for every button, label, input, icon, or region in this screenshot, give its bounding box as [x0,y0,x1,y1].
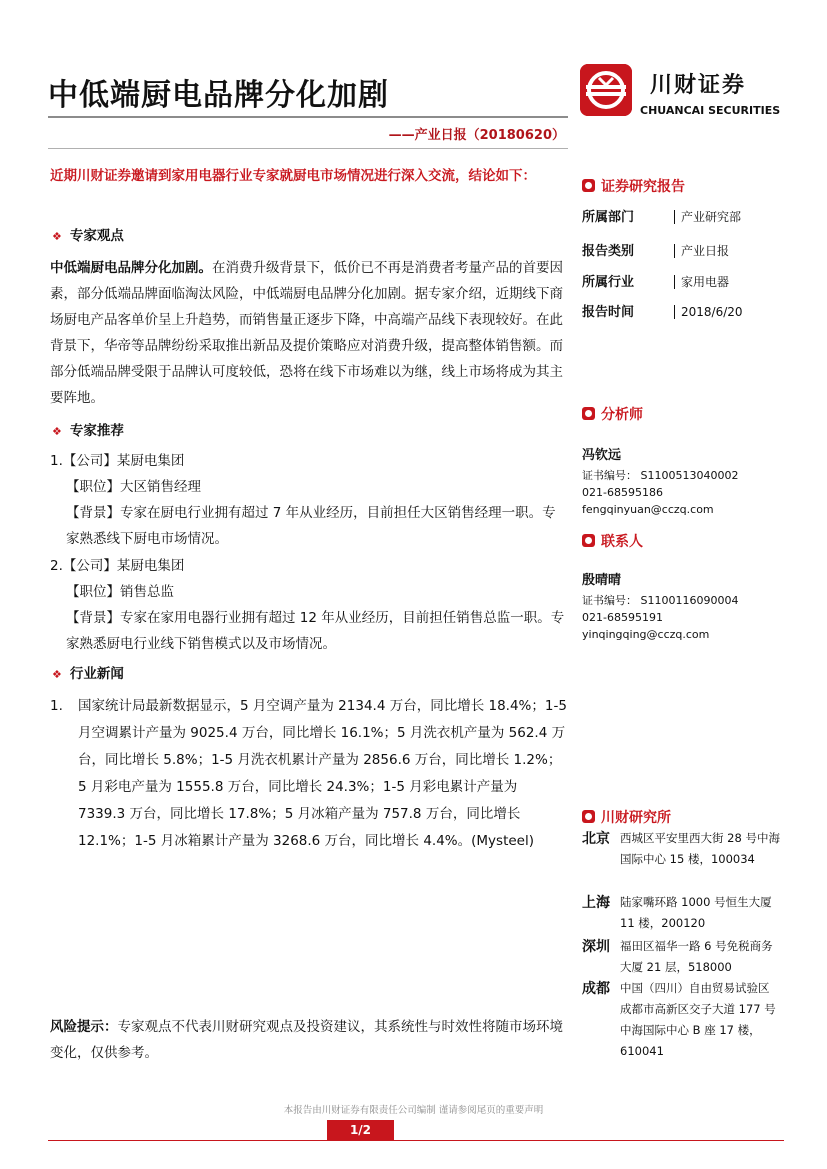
section-marker-icon [582,407,595,420]
location-beijing [582,828,780,870]
location-city: 北京 [582,831,610,847]
section-heading: 行业新闻 [69,666,124,682]
page-number: 1/2 [327,1120,394,1140]
info-row-dept [582,206,741,225]
section-marker-icon [582,179,595,192]
expert-company: 【公司】某厨电集团 [62,558,185,574]
location-shanghai [582,892,780,934]
section-marker-icon [582,534,595,547]
heading-text: 川财研究所 [601,810,671,826]
expert-view-lead: 中低端厨电品牌分化加剧。 [50,260,212,276]
expert-position: 【职位】销售总监 [66,584,174,600]
footer-rule [48,1140,784,1141]
heading-text: 联系人 [601,534,643,550]
expert-view-body: 在消费升级背景下，低价已不再是消费者考量产品的首要因素，部分低端品牌面临淘汰风险，中低端厨电品牌分化加剧。据专家介绍，近期线下商场厨电产品客单价呈上升趋势，而销售量正逐步下降，中高端产品线下表现较好。在此背景下，华帝等品牌纷纷采取推出新品及提价策略应对消费升级，提高整体销售额。而部分低端品牌受限于品牌认可度较低，恐将在线下市场难以为继，线上市场将成为其主要阵地。 [50,260,563,406]
contact-block [582,569,738,643]
expert-background: 【背景】专家在家用电器行业拥有超过 12 年从业经历，目前担任销售总监一职。专家熟悉厨电行业线下销售模式以及市场情况。 [66,610,565,652]
info-value: 家用电器 [674,275,729,289]
analyst-phone: 021-68595186 [582,486,663,499]
info-value: 产业日报 [674,244,729,258]
report-subtitle: ——产业日报（20180620） [388,128,565,143]
diamond-bullet-icon: ❖ [52,425,62,438]
expert-view-paragraph [50,255,568,411]
info-label: 报告时间 [582,305,635,320]
report-title: 中低端厨电品牌分化加剧 [48,78,389,113]
sidebar-contact-heading [582,531,643,551]
sidebar-report-heading [582,176,685,196]
info-row-date [582,301,743,320]
list-number: 1. [50,698,63,714]
contact-name: 殷晴晴 [582,573,622,588]
analyst-block [582,444,738,518]
section-industry-news [52,662,124,682]
location-address: 西城区平安里西大街 28 号中海国际中心 15 楼，100034 [620,831,780,866]
expert-item-2 [50,553,568,657]
list-number: 2. [50,558,63,574]
info-value: 2018/6/20 [674,305,743,319]
chuancai-logo-icon [580,64,632,116]
location-chengdu [582,978,780,1062]
footer-disclaimer: 本报告由川财证券有限责任公司编制 谨请参阅尾页的重要声明 [283,1105,544,1116]
section-heading: 专家推荐 [69,423,124,439]
location-address: 中国（四川）自由贸易试验区成都市高新区交子大道 177 号中海国际中心 B 座 17 楼，610041 [620,981,776,1058]
diamond-bullet-icon: ❖ [52,668,62,681]
news-text: 国家统计局最新数据显示，5 月空调产量为 2134.4 万台，同比增长 18.4%；1-5 月空调累计产量为 9025.4 万台，同比增长 16.1%；5 月洗衣机产量为 562.4 万台，同比增长 5.8%；1-5 月洗衣机累计产量为 2856.6 万台，同比增长 1.2%；5 月彩电产量为 1555.8 万台，同比增长 24.3%；1-5 月彩电累计产量为 7339.3 万台，同比增长 17.8%；5 月冰箱产量为 757.8 万台，同比增长 12.1%；1-5 月冰箱累计产量为 3268.6 万台，同比增长 4.4%。(Mysteel) [78,698,567,849]
section-heading: 专家观点 [69,228,124,244]
location-shenzhen [582,936,780,978]
title-rule [48,116,568,118]
news-item-1 [50,693,568,855]
expert-position: 【职位】大区销售经理 [66,479,201,495]
info-label: 报告类别 [582,244,635,259]
location-address: 福田区福华一路 6 号免税商务大厦 21 层，518000 [620,939,773,974]
list-number: 1. [50,453,63,469]
info-row-category [582,240,729,259]
intro-text: 近期川财证券邀请到家用电器行业专家就厨电市场情况进行深入交流，结论如下： [50,168,536,184]
expert-item-1 [50,448,568,552]
section-expert-view [52,224,124,244]
section-marker-icon [582,810,595,823]
analyst-name: 冯钦远 [582,448,622,463]
sidebar-institute-heading [582,807,671,827]
risk-note [50,1014,568,1066]
risk-text: 专家观点不代表川财研究观点及投资建议，其系统性与时效性将随市场环境变化，仅供参考。 [50,1019,563,1061]
heading-text: 证券研究报告 [601,179,685,195]
expert-background: 【背景】专家在厨电行业拥有超过 7 年从业经历，目前担任大区销售经理一职。专家熟悉线下厨电市场情况。 [66,505,556,547]
diamond-bullet-icon: ❖ [52,230,62,243]
location-city: 成都 [582,981,610,997]
location-city: 上海 [582,895,610,911]
sidebar-analyst-heading [582,404,643,424]
contact-cert: 证书编号： S1100116090004 [582,594,739,607]
logo-name: 川财证券 [650,73,747,98]
location-city: 深圳 [582,939,610,955]
section-expert-recommendation [52,419,124,439]
analyst-email[interactable]: fengqinyuan@cczq.com [582,503,714,516]
subtitle-rule [48,148,568,149]
info-label: 所属行业 [582,275,635,290]
contact-phone: 021-68595191 [582,611,663,624]
contact-email[interactable]: yinqingqing@cczq.com [582,628,710,641]
info-value: 产业研究部 [674,210,741,224]
logo-english-name: CHUANCAI SECURITIES [640,104,781,117]
info-label: 所属部门 [582,210,635,225]
analyst-cert: 证书编号： S1100513040002 [582,469,739,482]
risk-label: 风险提示： [50,1019,118,1035]
heading-text: 分析师 [601,407,643,423]
expert-company: 【公司】某厨电集团 [62,453,185,469]
info-row-industry [582,271,729,290]
location-address: 陆家嘴环路 1000 号恒生大厦 11 楼，200120 [620,895,772,930]
